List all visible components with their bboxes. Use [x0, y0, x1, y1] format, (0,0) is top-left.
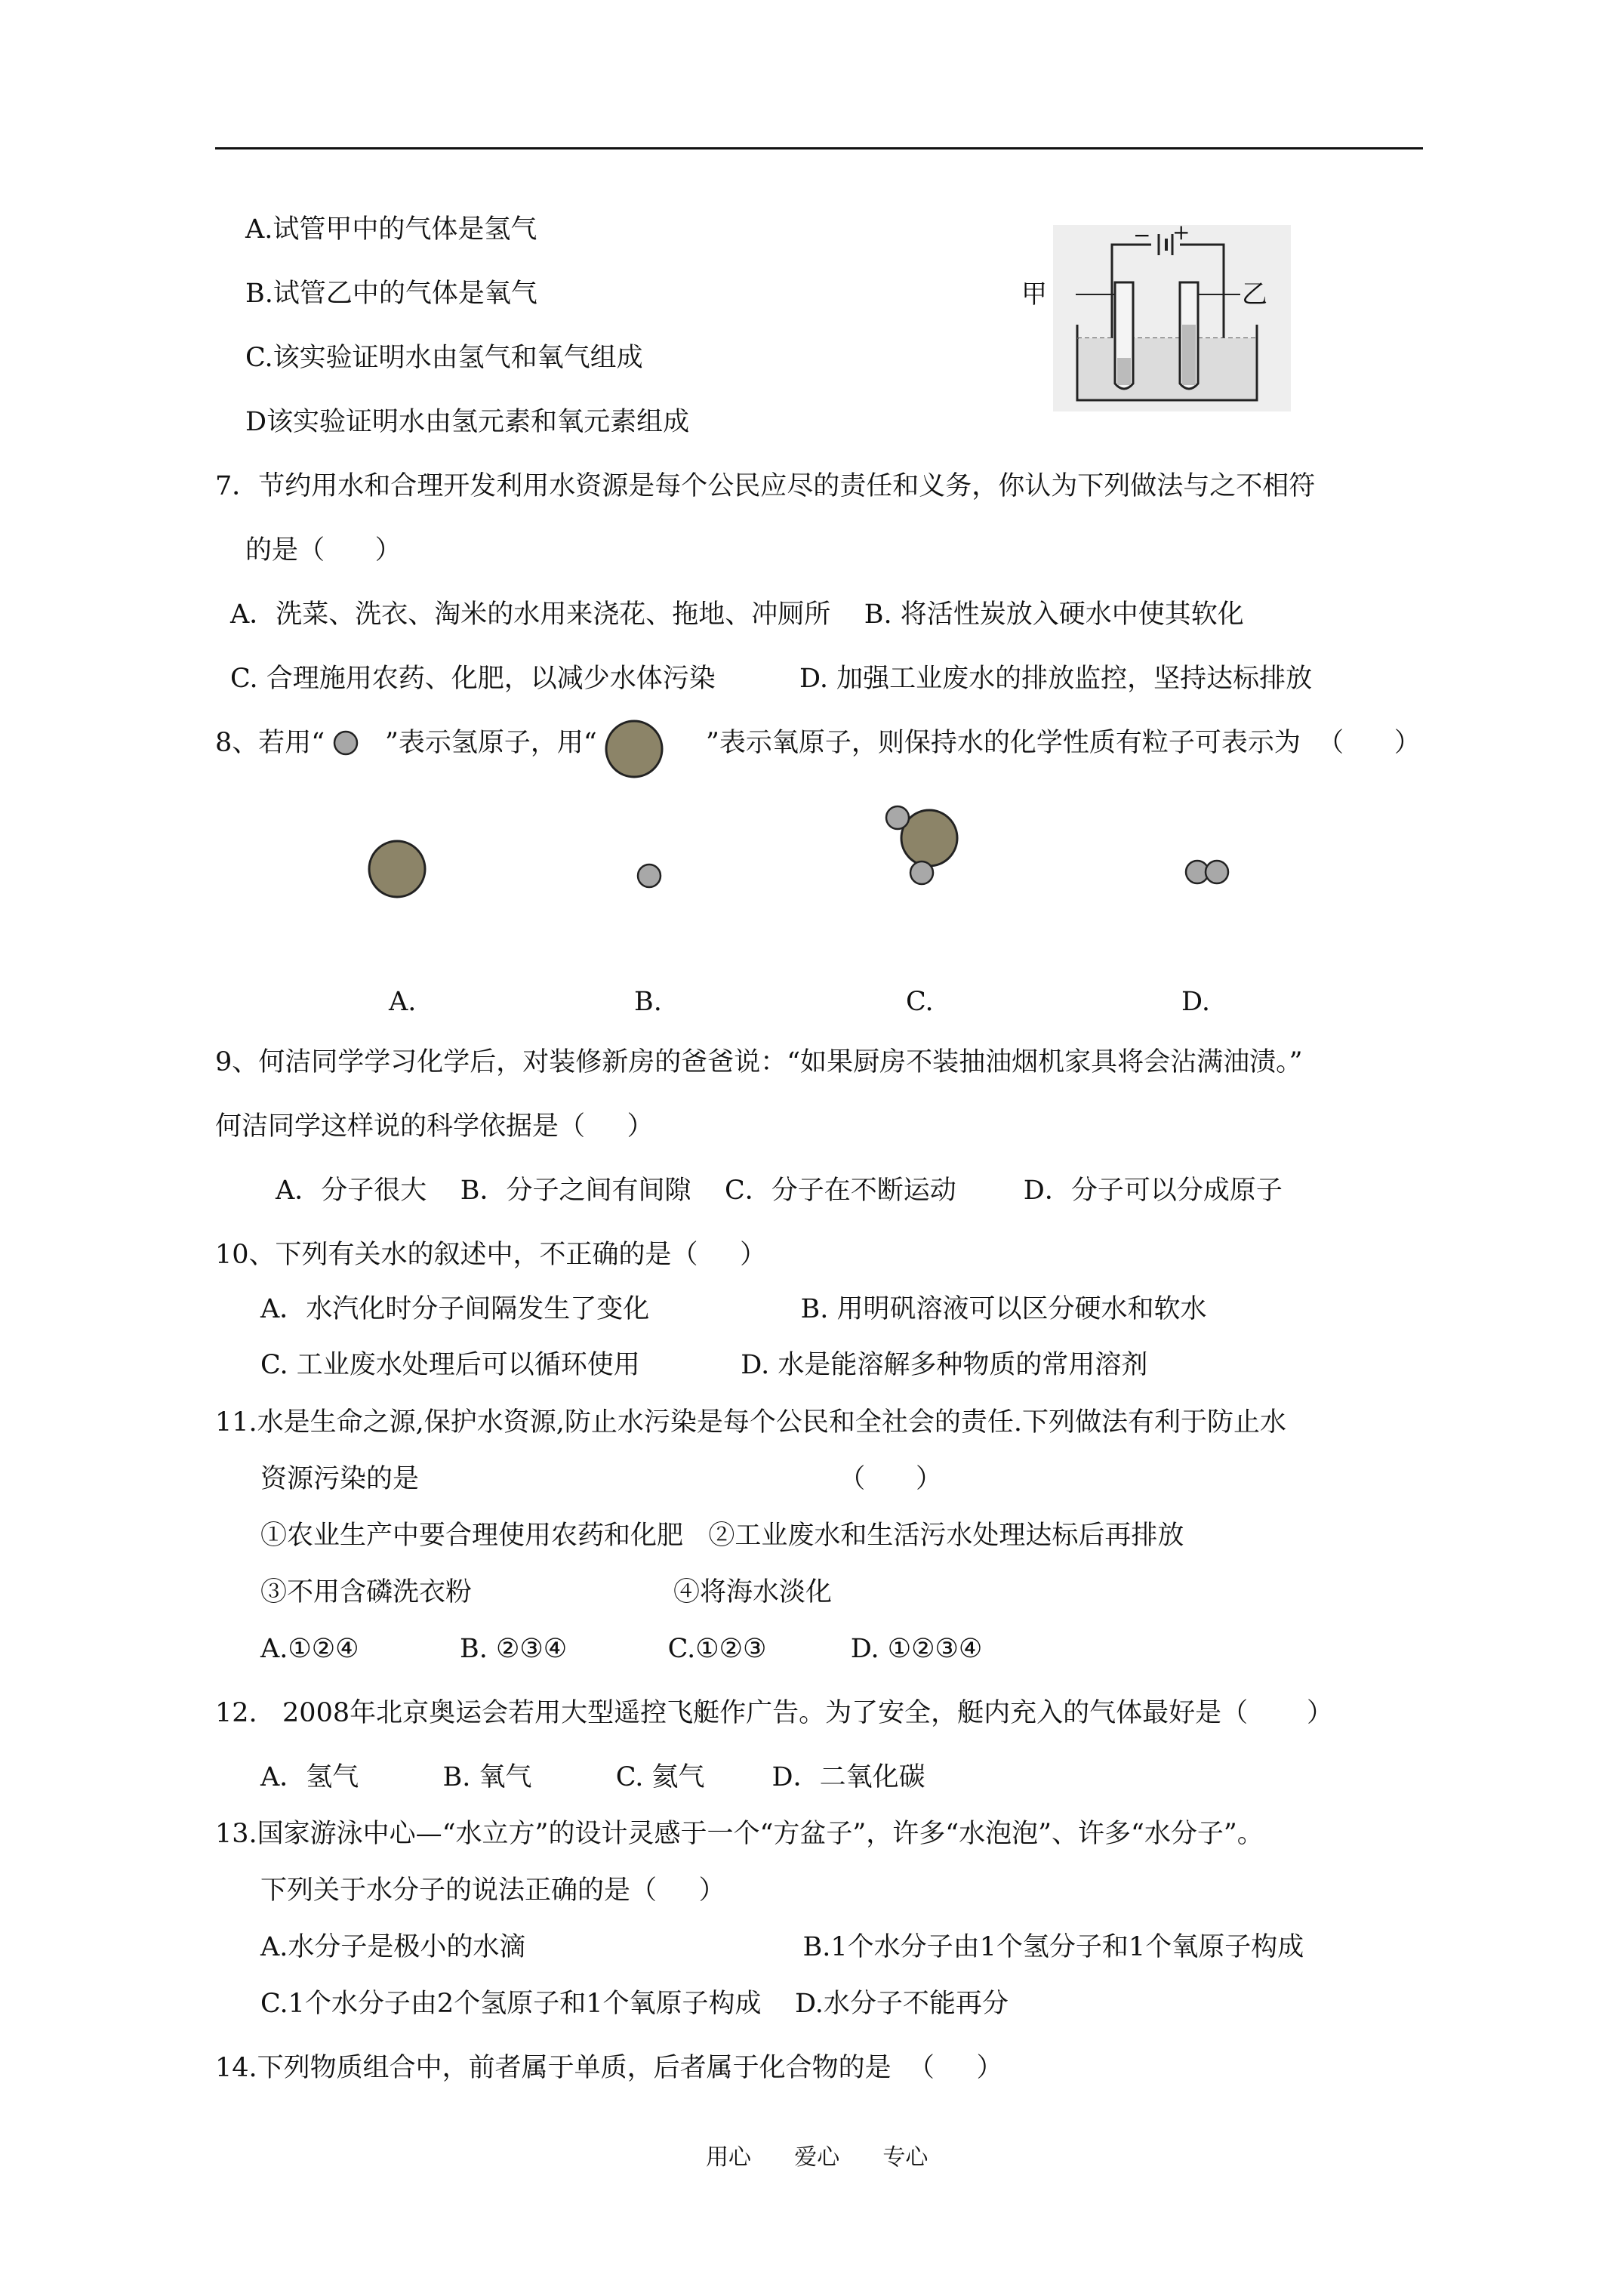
q7-stem-line1: 7．节约用水和合理开发利用水资源是每个公民应尽的责任和义务，你认为下列做法与之不相符: [215, 471, 1316, 501]
q6-option-c: C.该实验证明水由氢气和氧气组成: [245, 343, 643, 373]
tube-yi-label: 乙: [1242, 279, 1267, 310]
q13-options-ab: A.水分子是极小的水滴 B.1个水分子由1个氢分子和1个氧原子构成: [260, 1932, 1304, 1962]
electrolysis-apparatus-figure: [1053, 225, 1291, 411]
q9-options: A．分子很大 B．分子之间有间隙 C．分子在不断运动 D．分子可以分成原子: [276, 1176, 1283, 1206]
q10-options-cd: C. 工业废水处理后可以循环使用 D. 水是能溶解多种物质的常用溶剂: [260, 1350, 1148, 1380]
q11-stem-line1: 11.水是生命之源,保护水资源,防止水污染是每个公民和全社会的责任.下列做法有利于防止水: [215, 1407, 1287, 1438]
battery-plus-label: +: [1172, 220, 1190, 245]
tube-jia-label: 甲: [1021, 279, 1047, 310]
q6-option-a: A.试管甲中的气体是氢气: [245, 214, 537, 245]
q10-options-ab: A．水汽化时分子间隔发生了变化 B. 用明矾溶液可以区分硬水和软水: [260, 1294, 1207, 1324]
q14-stem: 14.下列物质组合中，前者属于单质，后者属于化合物的是 （ ）: [215, 2053, 1003, 2083]
electrolysis-diagram: [1021, 220, 1291, 411]
battery-minus-label: −: [1133, 223, 1151, 248]
q8-stem-part3: ”表示氧原子，则保持水的化学性质有粒子可表示为 （ ）: [706, 728, 1421, 758]
q8-option-c-water-molecule-icon: [879, 800, 970, 891]
q8-option-b-hydrogen-atom-icon: [634, 861, 664, 891]
q9-stem-line2: 何洁同学这样说的科学依据是（ ）: [215, 1111, 654, 1142]
q12-options: A．氢气 B. 氧气 C. 氦气 D．二氧化碳: [260, 1762, 925, 1792]
q6-option-d: D该实验证明水由氢元素和氧元素组成: [245, 407, 690, 437]
q7-options-ab: A．洗菜、洗衣、淘米的水用来浇花、拖地、冲厕所 B. 将活性炭放入硬水中使其软化: [230, 599, 1244, 630]
q6-option-b: B.试管乙中的气体是氧气: [245, 279, 537, 309]
q7-options-cd: C. 合理施用农药、化肥，以减少水体污染 D. 加强工业废水的排放监控，坚持达标排放: [230, 664, 1313, 694]
q8-stem-part2: ”表示氢原子，用“: [385, 728, 597, 758]
q13-stem-line2: 下列关于水分子的说法正确的是（ ）: [260, 1875, 725, 1906]
q11-items-3-4: ③不用含磷洗衣粉 ④将海水淡化: [260, 1577, 833, 1607]
page-footer: 用心 爱心 专心: [706, 2144, 929, 2171]
q13-stem-line1: 13.国家游泳中心—“水立方”的设计灵感于一个“方盆子”，许多“水泡泡”、许多“水分子”。: [215, 1819, 1264, 1849]
q8-label-a: A.: [389, 987, 417, 1017]
q10-stem: 10、下列有关水的叙述中，不正确的是（ ）: [215, 1240, 767, 1270]
q8-option-d-hydrogen-molecule-icon: [1181, 857, 1236, 887]
q11-stem-line2: 资源污染的是 （ ）: [260, 1464, 943, 1494]
q11-items-1-2: ①农业生产中要合理使用农药和化肥 ②工业废水和生活污水处理达标后再排放: [260, 1521, 1184, 1551]
hydrogen-atom-symbol-icon: [331, 729, 361, 757]
q8-stem-part1: 8、若用“: [215, 728, 325, 758]
oxygen-atom-symbol-icon: [602, 717, 666, 781]
q8-option-a-oxygen-atom-icon: [366, 838, 428, 900]
q8-label-b: B.: [634, 987, 662, 1017]
q7-stem-line2: 的是（ ）: [245, 535, 402, 566]
q11-options: A.①②④ B. ②③④ C.①②③ D. ①②③④: [260, 1634, 983, 1664]
q8-label-c: C.: [906, 987, 934, 1017]
q12-stem: 12. 2008年北京奥运会若用大型遥控飞艇作广告。为了安全，艇内充入的气体最好是（ ）: [215, 1698, 1333, 1728]
q13-options-cd: C.1个水分子由2个氢原子和1个氧原子构成 D.水分子不能再分: [260, 1989, 1009, 2019]
header-rule: [215, 147, 1423, 149]
q8-label-d: D.: [1181, 987, 1210, 1017]
q9-stem-line1: 9、何洁同学学习化学后，对装修新房的爸爸说：“如果厨房不装抽油烟机家具将会沾满油渍。”: [215, 1047, 1303, 1077]
